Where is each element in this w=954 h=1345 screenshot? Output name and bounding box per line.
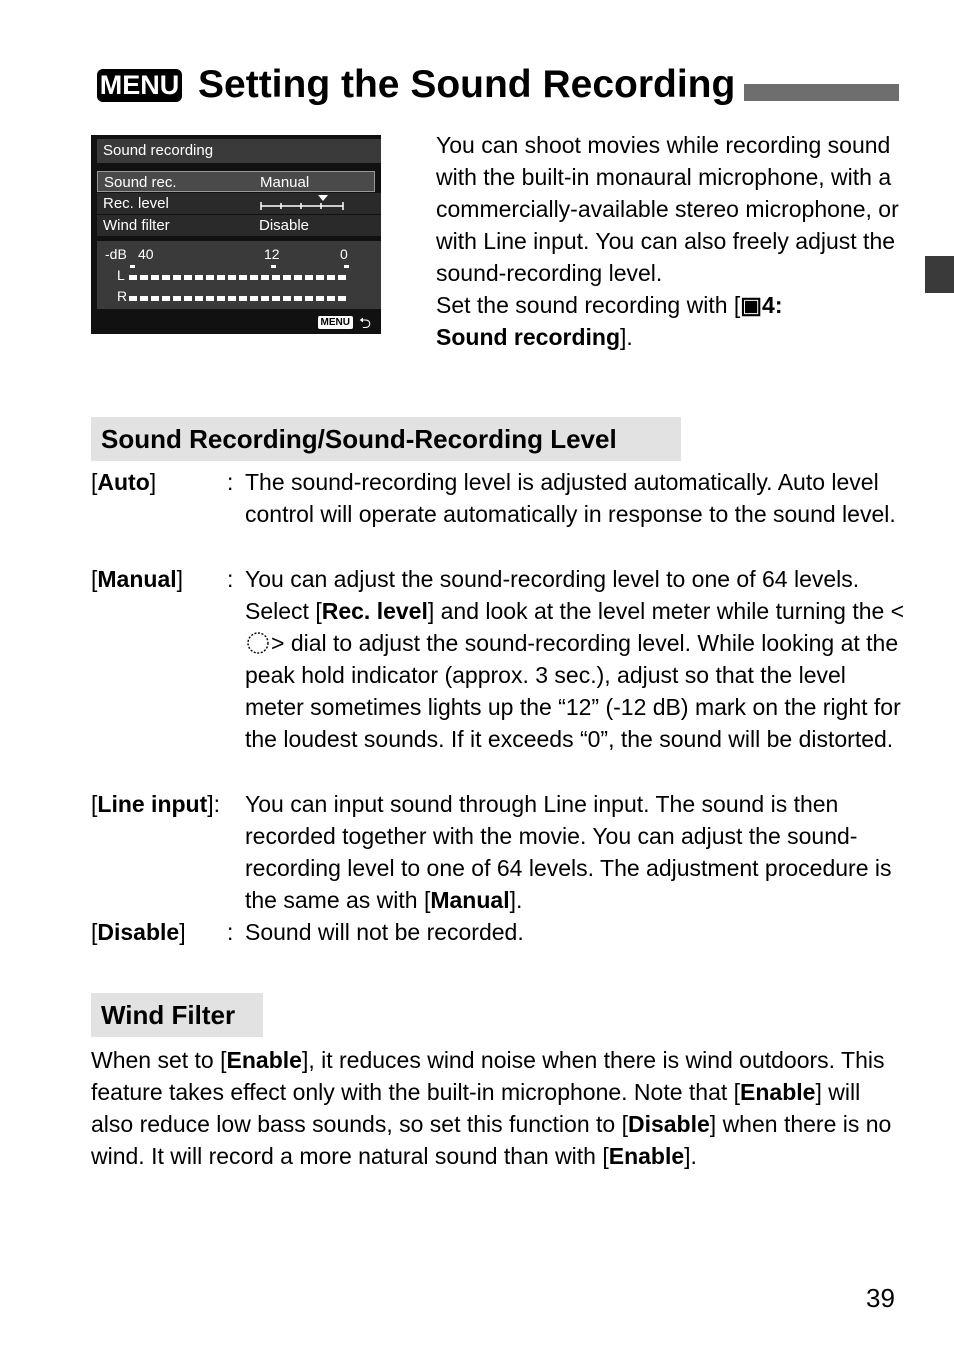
quick-control-dial-icon bbox=[245, 631, 271, 655]
page-title: Setting the Sound Recording bbox=[198, 63, 736, 106]
menu-button-icon: MENU bbox=[318, 316, 353, 329]
menu-row-rec-level bbox=[97, 193, 381, 214]
intro-set-suffix: ]. bbox=[620, 324, 633, 350]
menu-tab-icon: MENU bbox=[97, 69, 182, 102]
menu-row-label: Wind filter bbox=[103, 217, 170, 234]
menu-row-label: Rec. level bbox=[103, 195, 169, 212]
menu-row-label: Sound rec. bbox=[104, 174, 177, 191]
menu-row-value: Manual bbox=[260, 174, 310, 191]
definition-desc: You can input sound through Line input. The sound is then recorded together with the movie. You can adjust the sound-recording level to one of 64 levels. The adjustment procedure is the same as with [Manual]. bbox=[245, 791, 892, 913]
definition-desc: The sound-recording level is adjusted automatically. Auto level control will operate automatically in response to the sound level. bbox=[245, 469, 896, 527]
meter-channel-label: L bbox=[117, 267, 125, 283]
meter-bar-left bbox=[129, 275, 347, 280]
page-number: 39 bbox=[866, 1283, 895, 1313]
shooting-menu-icon: ▣4: bbox=[740, 292, 783, 318]
definition-colon: : bbox=[227, 469, 234, 495]
meter-db-label: -dB bbox=[105, 246, 127, 262]
intro-text: You can shoot movies while recording sound with the built-in monaural microphone, with a commercially-available stereo microphone, or with Line input. You can also freely adjust the sound-recording level. bbox=[436, 132, 899, 286]
definition-desc: You can adjust the sound-recording level to one of 64 levels. Select [Rec. level] and look at the level meter while turning the <> dial to adjust the sound-recording level. While looking at the peak hold indicator (approx. 3 sec.), adjust so that the level meter sometimes lights up the “12” (-12 dB) mark on the right for the loudest sounds. If it exceeds “0”, the sound will be distorted. bbox=[245, 566, 905, 752]
definition-term: [Manual] bbox=[91, 566, 184, 592]
meter-tick-label: 12 bbox=[264, 246, 280, 262]
meter-tick-mark bbox=[344, 265, 349, 268]
meter-tick-label: 40 bbox=[138, 246, 154, 262]
definition-term: [Line input]: bbox=[91, 791, 221, 817]
menu-row-wind-filter bbox=[97, 215, 381, 236]
definition-desc: Sound will not be recorded. bbox=[245, 919, 524, 945]
camera-screen-footer bbox=[91, 311, 381, 334]
rec-level-slider bbox=[257, 193, 347, 214]
title-rule bbox=[744, 84, 899, 101]
definition-term: [Auto] bbox=[91, 469, 157, 495]
intro-set-prefix: Set the sound recording with [ bbox=[436, 292, 741, 318]
meter-channel-label: R bbox=[117, 288, 128, 304]
menu-row-value: Disable bbox=[259, 217, 310, 234]
camera-screen bbox=[91, 135, 381, 334]
definition-term: [Disable] bbox=[91, 919, 186, 945]
camera-screen-title: Sound recording bbox=[97, 139, 381, 163]
meter-bar-right bbox=[129, 296, 347, 301]
section-heading-level: Sound Recording/Sound-Recording Level bbox=[91, 417, 681, 461]
wind-filter-paragraph: When set to [Enable], it reduces wind noise when there is wind outdoors. This feature takes effect only with the built-in microphone. Note that [Enable] will also reduce low bass sounds, so set this function to [Disable] when there is no wind. It will record a more natural sound than with [Enable]. bbox=[91, 1047, 892, 1169]
definition-colon: : bbox=[227, 919, 234, 945]
meter-tick-label: 0 bbox=[340, 246, 348, 262]
intro-set-bold: Sound recording bbox=[436, 324, 620, 350]
definition-colon: : bbox=[227, 566, 234, 592]
intro-paragraph bbox=[436, 129, 906, 353]
return-icon: ⮌ bbox=[358, 315, 371, 332]
chapter-tab-marker bbox=[925, 256, 954, 293]
section-heading-wind: Wind Filter bbox=[91, 993, 263, 1037]
menu-row-sound-rec bbox=[97, 171, 375, 192]
level-meter bbox=[97, 241, 381, 309]
meter-tick-mark bbox=[271, 265, 276, 268]
meter-tick-mark bbox=[130, 265, 135, 268]
